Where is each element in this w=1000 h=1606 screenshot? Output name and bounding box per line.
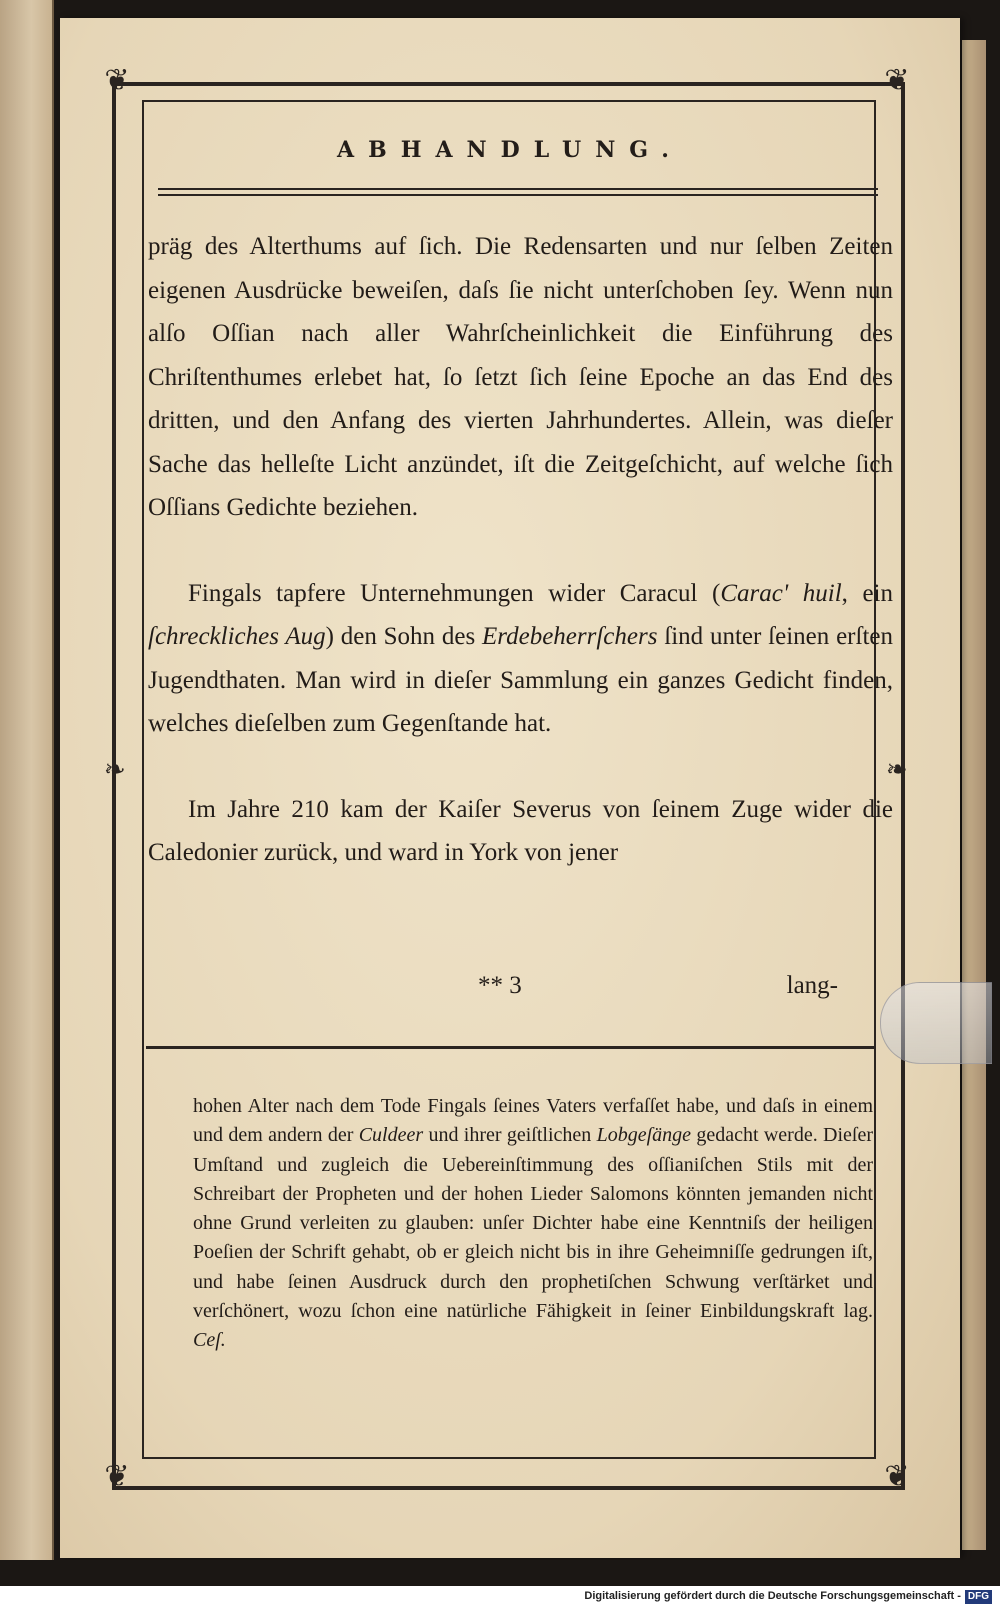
text-run: , ein — [841, 579, 893, 607]
credit-text: Digitalisierung gefördert durch die Deutsche Forschungsgemeinschaft - — [584, 1590, 961, 1602]
facing-page-edge — [0, 0, 54, 1560]
italic-run: Carac' huil — [720, 579, 842, 607]
italic-run: ſchreckliches Aug — [148, 623, 326, 650]
italic-run: Culdeer — [358, 1124, 424, 1147]
paragraph-2 — [148, 572, 893, 746]
italic-run: Ceſ. — [193, 1329, 226, 1352]
text-run: ) den Sohn des — [325, 623, 483, 650]
paragraph-1: präg des Alterthums auf ſich. Die Redensarten und nur ſelben Zeiten eigenen Ausdrücke beweiſen, daſs ſie nicht unterſchoben ſey. Wenn nun alſo Oſſian nach aller Wahrſcheinlichkeit die Einführung des Chriſtenthumes erlebet hat, ſo ſetzt ſich ſeine Epoche an das End des dritten, und den Anfang des vierten Jahrhundertes. Allein, was dieſer Sache das helleſte Licht anzündet, iſt die Zeitgeſchicht, auf welche ſich Oſſians Gedichte beziehen. — [148, 233, 893, 521]
text-run: ſind unter ſeinen erſten Jugendthaten. Man wird in dieſer Sammlung ein ganzes Gedicht finden, welches dieſelben zum Gegenſtande hat. — [148, 623, 893, 737]
signature-line — [148, 972, 868, 1012]
text-run: hohen Alter nach dem Tode Fingals ſeines Vaters verfaſſet habe, und daſs in einem und dem andern der — [193, 1095, 873, 1147]
catchword: lang- — [786, 972, 838, 999]
side-ornament-icon: ❧ — [104, 755, 126, 785]
page-clip — [880, 982, 992, 1064]
scan-background — [0, 1560, 1000, 1586]
corner-ornament-icon: ❦ — [104, 63, 130, 98]
running-head: ABHANDLUNG. — [337, 137, 683, 163]
text-run: Fingals tapfere Unternehmungen wider Caracul ( — [188, 579, 721, 607]
main-text — [148, 225, 893, 875]
corner-ornament-icon: ❦ — [104, 1459, 130, 1494]
italic-run: Lobgeſänge — [596, 1124, 692, 1147]
footnote-text — [193, 1092, 873, 1356]
footnote-rule — [146, 1046, 876, 1049]
text-run: gedacht werde. Dieſer Umſtand und zugleich die Uebereinſtimmung des oſſianiſchen Stils mit der Schreibart der Propheten und der hohen Lieder Salomons könnten jemanden nicht ohne Grund verleiten zu glauben: unſer Dichter habe eine Kenntniſs der heiligen Poeſien der Schrift gehabt, ob er gleich nicht bis in ihre Geheimniſſe gedrungen iſt, und habe ſeinen Ausdruck durch den prophetiſchen Schwung verſtärket und verſchönert, wozu ſchon eine natürliche Fähigkeit in ſeiner Einbildungskraft lag. — [193, 1124, 874, 1323]
text-run: und ihrer geiſtlichen — [423, 1124, 597, 1147]
corner-ornament-icon: ❦ — [884, 1459, 910, 1494]
credit-bar — [0, 1586, 1000, 1606]
footnote — [193, 1092, 873, 1356]
header-rule — [158, 188, 878, 196]
side-ornament-icon: ❧ — [886, 755, 908, 785]
page-edge-strip — [962, 40, 986, 1550]
paragraph-3: Im Jahre 210 kam der Kaiſer Severus von ſeinem Zuge wider die Caledonier zurück, und ward in York von jener — [148, 795, 893, 866]
italic-run: Erdebeherrſchers — [482, 623, 658, 650]
signature-mark: ** 3 — [478, 972, 522, 999]
corner-ornament-icon: ❦ — [884, 63, 910, 98]
dfg-logo: DFG — [965, 1590, 992, 1604]
